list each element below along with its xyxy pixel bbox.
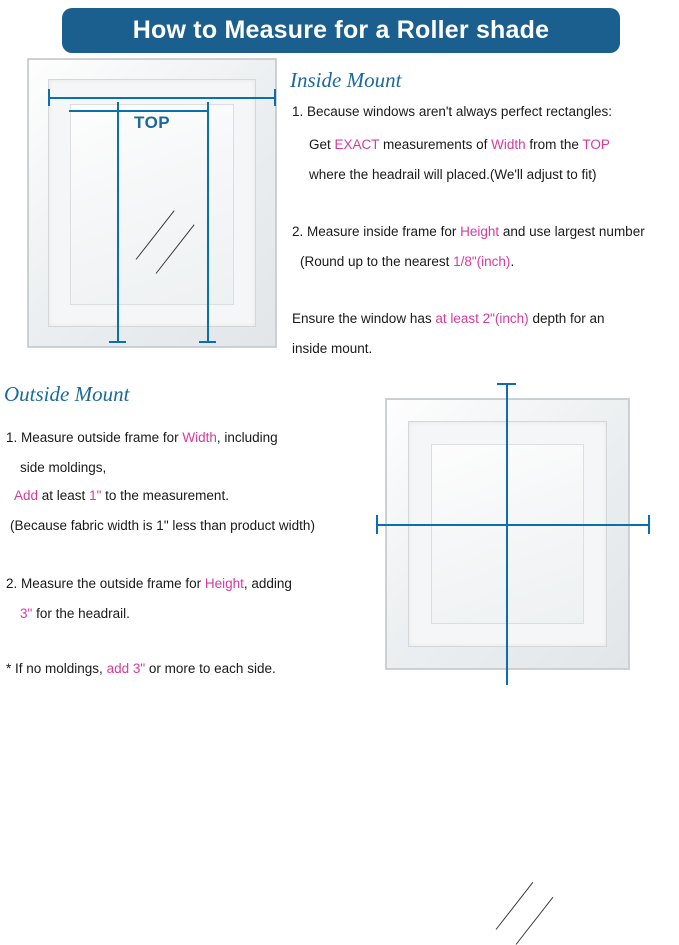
line6-part-a: Ensure the window has: [292, 311, 436, 326]
om-line6-headrail-inches: 3": [20, 606, 33, 621]
om-line1-part-a: 1. Measure outside frame for: [6, 430, 183, 445]
line4-height: Height: [460, 224, 500, 239]
om-line3-add: Add: [14, 488, 39, 503]
glass-shine-4: [516, 897, 554, 945]
om-line2-text: side moldings,: [20, 460, 107, 475]
top-label: TOP: [134, 113, 171, 132]
line5-part-a: (Round up to the nearest: [300, 254, 454, 269]
width-measure-cap-left-outer: [48, 89, 50, 106]
inside-mount-note-line2: [292, 336, 372, 362]
om-line3-part-d: to the measurement.: [101, 488, 229, 503]
height-measure-cap-bottom-right: [199, 341, 216, 343]
title-banner: [62, 8, 620, 53]
glass-shine-3: [496, 882, 534, 930]
inside-mount-note-line1: [292, 306, 605, 332]
height-measure-line-right: [207, 110, 209, 342]
inside-mount-step1-text: 1. Because windows aren't always perfect rectangles:: [292, 104, 612, 119]
outside-width-measure-line: [376, 524, 650, 526]
om-line5-height: Height: [204, 576, 244, 591]
outside-height-cap-top: [497, 383, 516, 385]
width-measure-cap-right-outer: [274, 89, 276, 106]
width-measure-line-inner: [69, 110, 209, 112]
line5-fraction: 1/8"(inch): [453, 254, 511, 269]
om-line5-part-a: 2. Measure the outside frame for: [6, 576, 205, 591]
line3-text: where the headrail will placed.(We'll adjust to fit): [309, 167, 597, 182]
line2-part-c: measurements of: [379, 137, 492, 152]
outside-mount-step1-line3: [14, 483, 229, 509]
outside-mount-step1-line2: [20, 455, 106, 481]
footnote-add3: add 3": [106, 661, 146, 676]
line2-exact: EXACT: [334, 137, 380, 152]
om-line1-part-c: , including: [216, 430, 278, 445]
inside-mount-step1-line2: [309, 132, 610, 158]
outside-mount-step2-line1: [6, 571, 292, 597]
outside-mount-step2-line2: [20, 601, 130, 627]
line4-part-a: 2. Measure inside frame for: [292, 224, 461, 239]
outside-width-cap-left: [376, 515, 378, 534]
inside-mount-step2-line2: [300, 249, 514, 275]
height-measure-line-left: [117, 110, 119, 342]
line2-width: Width: [491, 137, 526, 152]
outside-mount-step1-line1: [6, 425, 278, 451]
line4-part-c: and use largest number: [499, 224, 645, 239]
inside-mount-heading: Inside Mount: [290, 68, 402, 92]
line6-depth: at least 2"(inch): [435, 311, 529, 326]
om-line6-part-b: for the headrail.: [32, 606, 130, 621]
page-title: How to Measure for a Roller shade: [132, 16, 550, 44]
line2-part-a: Get: [309, 137, 335, 152]
footnote-part-a: * If no moldings,: [6, 661, 107, 676]
height-measure-cap-bottom-left: [109, 341, 126, 343]
outside-mount-footnote: [6, 656, 276, 682]
om-line5-part-c: , adding: [243, 576, 292, 591]
outside-mount-step1-line4: [10, 513, 315, 539]
line5-part-c: .: [510, 254, 515, 269]
window-glass: [70, 104, 234, 305]
inside-mount-step1-line3: [309, 162, 596, 188]
line7-text: inside mount.: [292, 341, 373, 356]
line6-part-c: depth for an: [528, 311, 605, 326]
om-line3-inch: 1": [89, 488, 102, 503]
line2-part-e: from the: [525, 137, 583, 152]
width-measure-line-outer: [48, 97, 276, 99]
om-line3-part-b: at least: [38, 488, 90, 503]
inside-mount-window-illustration: [27, 58, 277, 348]
om-line4-text: (Because fabric width is 1" less than product width): [10, 518, 315, 533]
om-line1-width: Width: [182, 430, 217, 445]
outside-height-measure-line: [506, 383, 508, 685]
outside-width-cap-right: [648, 515, 650, 534]
footnote-part-c: or more to each side.: [145, 661, 276, 676]
line2-top: TOP: [582, 137, 610, 152]
outside-mount-heading: Outside Mount: [4, 382, 130, 406]
inside-mount-step1-line1: [292, 99, 612, 125]
inside-mount-step2-line1: [292, 219, 645, 245]
